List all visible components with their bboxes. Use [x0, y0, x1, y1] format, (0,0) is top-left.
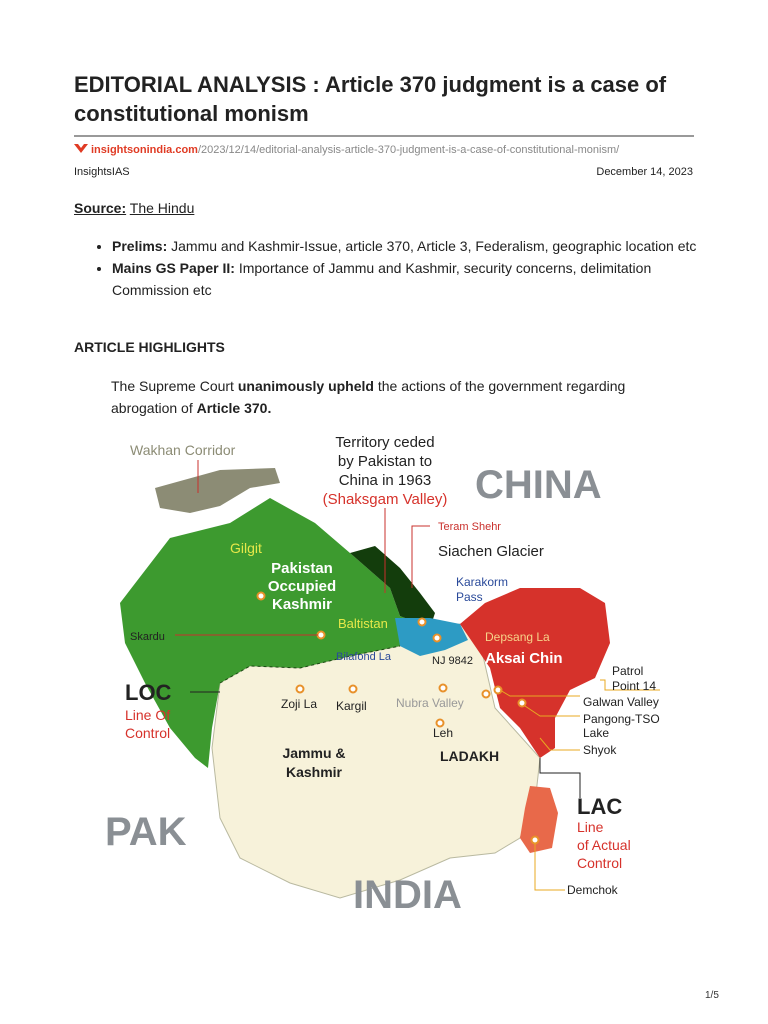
para-text: The Supreme Court [111, 378, 238, 394]
para-bold: Article 370. [196, 400, 272, 416]
ladakh-label: LADAKH [440, 748, 500, 764]
galwan-label: Galwan Valley [583, 695, 659, 709]
pok-label: Kashmir [271, 596, 333, 613]
aksai-label: Aksai Chin [485, 650, 563, 667]
list-item [112, 235, 712, 257]
karakorm-label: Karakorm [456, 575, 509, 589]
gilgit-marker [258, 593, 265, 600]
nubra-marker [440, 685, 447, 692]
pangong-marker [519, 700, 526, 707]
galwan-marker [483, 691, 490, 698]
highlight-paragraph [111, 375, 691, 419]
demchok-marker [532, 837, 539, 844]
zojila-marker [297, 686, 304, 693]
kargil-label: Kargil [336, 699, 367, 713]
patrol-label: Patrol [612, 664, 644, 678]
bullet-text: Jammu and Kashmir-Issue, article 370, Article 3, Federalism, geographic location etc [171, 238, 697, 254]
pak-label: PAK [105, 810, 187, 854]
list-item [112, 257, 712, 301]
shaksgam-label: (Shaksgam Valley) [322, 491, 448, 508]
source-name[interactable]: The Hindu [129, 200, 195, 216]
nj-label: NJ 9842 [432, 655, 473, 667]
jk-label: Kashmir [285, 764, 343, 780]
ceded-label: Territory ceded [335, 434, 435, 451]
skardu-marker [318, 632, 325, 639]
bullet-label: Mains GS Paper II: [112, 260, 235, 276]
demchok-label: Demchok [567, 883, 618, 897]
para-bold: unanimously upheld [237, 378, 374, 394]
baltistan-label: Baltistan [338, 616, 388, 631]
loc-sub-label: Line Of [125, 707, 171, 723]
author: InsightsIAS [74, 166, 130, 178]
syllabus-list [96, 235, 712, 301]
source-label: Source: [74, 200, 127, 216]
title-divider [74, 135, 694, 137]
bilafond-label: Bilafond La [336, 651, 392, 663]
india-label: INDIA [353, 873, 462, 917]
publish-date: December 14, 2023 [596, 166, 693, 178]
siachen-label: Siachen Glacier [438, 543, 544, 560]
url-domain[interactable]: insightsonindia.com [91, 144, 198, 156]
url-path[interactable]: /2023/12/14/editorial-analysis-article-370-judgment-is-a-case-of-constitutional-monism/ [197, 144, 620, 156]
lac-label: LAC [577, 794, 623, 819]
pangong-label: Lake [583, 726, 610, 740]
wakhan-label: Wakhan Corridor [130, 442, 236, 458]
article-title: EDITORIAL ANALYSIS : Article 370 judgment is a case of constitutional monism [74, 72, 667, 126]
gilgit-label: Gilgit [230, 540, 262, 556]
skardu-label: Skardu [130, 631, 165, 643]
zojila-label: Zoji La [281, 697, 318, 711]
teram-label: Teram Shehr [438, 521, 501, 533]
ceded-label: China in 1963 [338, 472, 432, 489]
leh-label: Leh [433, 726, 454, 740]
karakorm-marker [419, 619, 426, 626]
karakorm-label: Pass [456, 590, 483, 604]
bullet-label: Prelims: [112, 238, 168, 254]
lac-sub-label: Line [577, 819, 604, 835]
loc-label: LOC [125, 680, 172, 705]
page-number: 1/5 [705, 990, 719, 1001]
source-url[interactable] [74, 143, 619, 156]
lac-sub-label: Control [577, 855, 623, 871]
pok-label: Occupied [267, 578, 337, 595]
pangong-label: Pangong-TSO [583, 712, 660, 726]
china-label: CHINA [475, 463, 602, 507]
shyok-label: Shyok [583, 743, 617, 757]
source-line [74, 200, 194, 216]
loc-sub-label: Control [125, 725, 171, 741]
kargil-marker [350, 686, 357, 693]
lac-sub-label: of Actual [577, 837, 631, 853]
bullet-text: Importance of Jammu and Kashmir, security concerns, delimitation Commission etc [112, 260, 652, 298]
ceded-label: by Pakistan to [337, 453, 433, 470]
section-heading: ARTICLE HIGHLIGHTS [74, 339, 225, 355]
kashmir-map [100, 428, 680, 918]
para-text: the actions of the government regarding abrogation of [111, 378, 626, 416]
insights-logo-icon [74, 143, 88, 154]
nj9842-marker [434, 635, 441, 642]
pok-label: Pakistan [271, 560, 333, 577]
nubra-label: Nubra Valley [396, 696, 464, 710]
depsang-label: Depsang La [485, 630, 550, 644]
jk-label: Jammu & [282, 745, 346, 761]
patrol-label: Point 14 [612, 679, 657, 693]
